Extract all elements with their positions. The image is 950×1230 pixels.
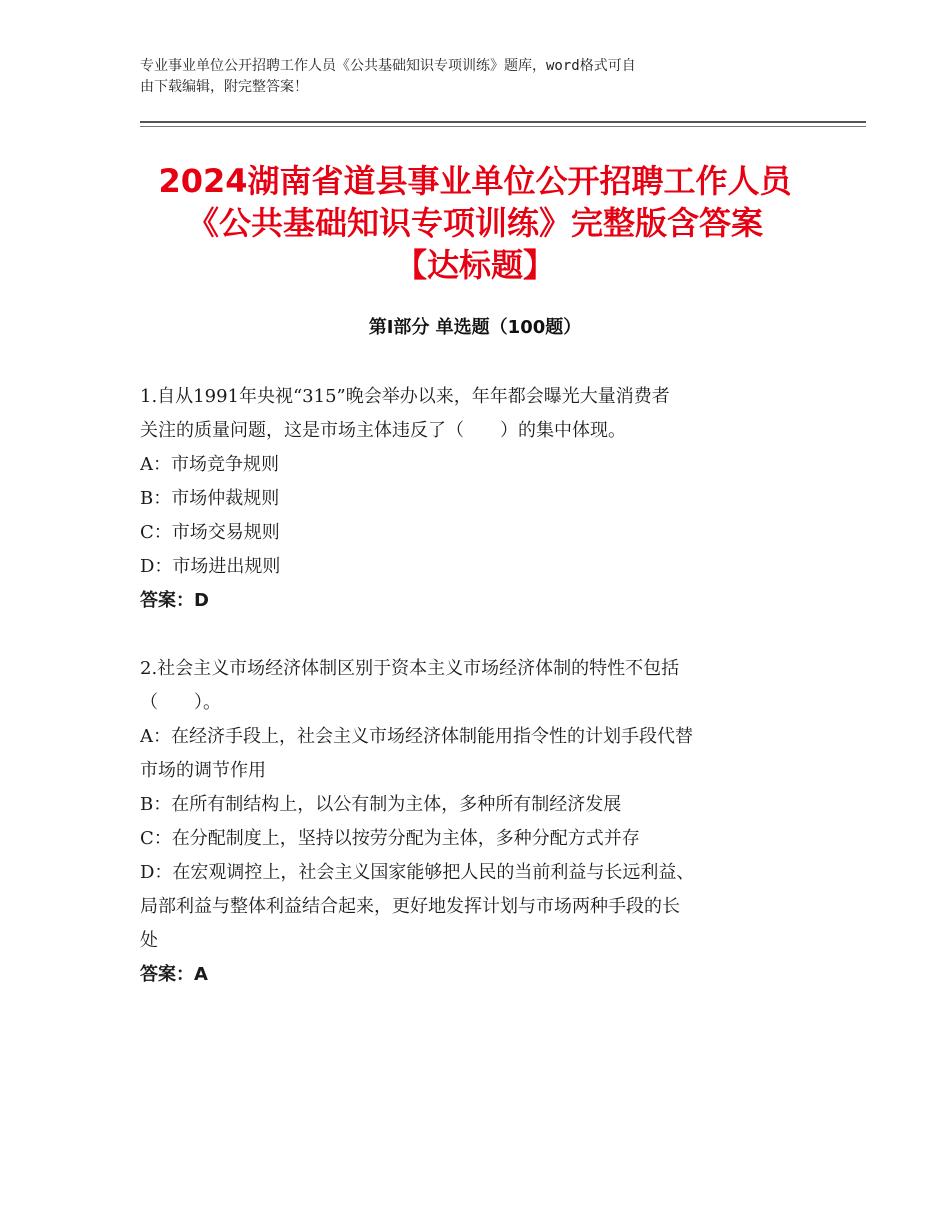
question-stem: 2.社会主义市场经济体制区别于资本主义市场经济体制的特性不包括	[140, 658, 680, 679]
option-d-continued: 局部利益与整体利益结合起来，更好地发挥计划与市场两种手段的长	[140, 896, 680, 917]
title-line: 【达标题】	[394, 246, 555, 284]
answer: 答案：A	[140, 964, 208, 985]
title-line: 2024湖南省道县事业单位公开招聘工作人员	[158, 162, 792, 200]
option-d: D：市场进出规则	[140, 556, 281, 577]
option-d-continued: 处	[140, 930, 158, 951]
section-heading: 第Ⅰ部分 单选题（100题）	[368, 317, 582, 338]
option-c: C：市场交易规则	[140, 522, 280, 543]
title-line: 《公共基础知识专项训练》完整版含答案	[186, 204, 763, 242]
divider	[140, 126, 866, 127]
header-note-line: 专业事业单位公开招聘工作人员《公共基础知识专项训练》题库，word格式可自	[140, 58, 636, 74]
question-stem: 1.自从1991年央视“315”晚会举办以来，年年都会曝光大量消费者	[140, 386, 670, 407]
document-title	[100, 160, 850, 286]
question-stem: 关注的质量问题，这是市场主体违反了（ ）的集中体现。	[140, 420, 626, 441]
option-b: B：市场仲裁规则	[140, 488, 280, 509]
divider	[140, 121, 866, 123]
question-1	[140, 380, 810, 618]
option-b: B：在所有制结构上，以公有制为主体，多种所有制经济发展	[140, 794, 622, 815]
question-2	[140, 652, 810, 992]
header-note-line: 由下载编辑，附完整答案！	[140, 79, 308, 95]
header-note	[140, 56, 810, 98]
option-c: C：在分配制度上，坚持以按劳分配为主体，多种分配方式并存	[140, 828, 640, 849]
option-a: A：在经济手段上，社会主义市场经济体制能用指令性的计划手段代替	[140, 726, 693, 747]
option-a: A：市场竞争规则	[140, 454, 279, 475]
option-a-continued: 市场的调节作用	[140, 760, 266, 781]
option-d: D：在宏观调控上，社会主义国家能够把人民的当前利益与长远利益、	[140, 862, 695, 883]
question-stem: （ ）。	[140, 692, 221, 713]
answer: 答案：D	[140, 590, 209, 611]
